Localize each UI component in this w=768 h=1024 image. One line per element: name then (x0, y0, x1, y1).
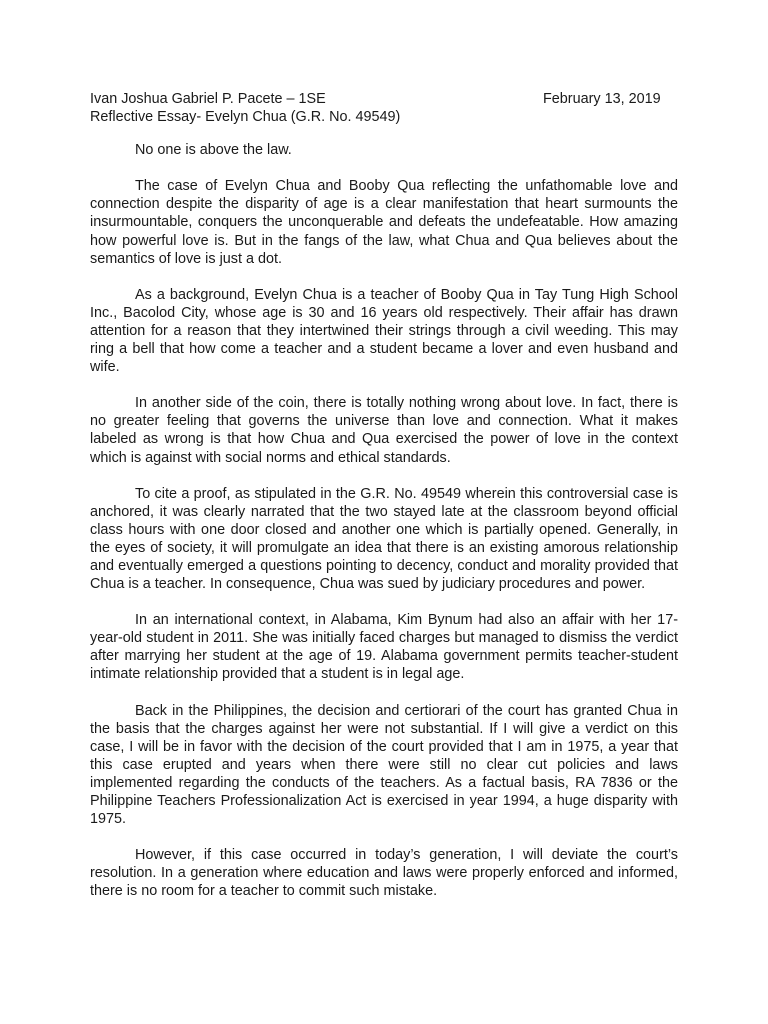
paragraph-philippines: Back in the Philippines, the decision and certiorari of the court has granted Chua in the basis that the charges against her were not substantial. If I will give a verdict on this case, I will be in favor with the decision of the court provided that I am in 1975, a year that this case erupted and years when there were still no clear cut policies and laws implemented regarding the conducts of the teachers. As a factual basis, RA 7836 or the Philippine Teachers Professionalization Act is exercised in year 1994, a huge disparity with 1975. (90, 702, 678, 828)
paragraph-love: In another side of the coin, there is totally nothing wrong about love. In fact, there is no greater feeling that governs the universe than love and connection. What it makes labeled as wrong is that how Chua and Qua exercised the power of love in the context which is against with social norms and ethical standards. (90, 395, 678, 466)
paragraph-conclusion: However, if this case occurred in today’s generation, I will deviate the court’s resolution. In a generation where education and laws were properly enforced and informed, there is no room for a teacher to commit such mistake. (90, 847, 678, 900)
paragraph-intro: The case of Evelyn Chua and Booby Qua reflecting the unfathomable love and connection despite the disparity of age is a clear manifestation that heart surmounts the insurmountable, conquers the unconquerable and defeats the undefeatable. How amazing how powerful love is. But in the fangs of the law, what Chua and Qua believes about the semantics of love is just a dot. (90, 178, 678, 267)
author-line: Ivan Joshua Gabriel P. Pacete – 1SE (90, 91, 326, 107)
paragraph-background: As a background, Evelyn Chua is a teacher of Booby Qua in Tay Tung High School Inc., Bacolod City, whose age is 30 and 16 years old respectively. Their affair has drawn attention for a reason that they intertwined their strings through a civil weeding. This may ring a bell that how come a teacher and a student became a lover and even husband and wife. (90, 286, 678, 376)
paragraph-proof: To cite a proof, as stipulated in the G.R. No. 49549 wherein this controversial case is anchored, it was clearly narrated that the two stayed late at the classroom beyond official class hours with one door closed and another one which is partially opened. Generally, in the eyes of society, it will promulgate an idea that there is an existing amorous relationship and eventually emerged a questions pointing to decency, conduct and morality provided that Chua is a teacher. In consequence, Chua was sued by judiciary procedures and power. (90, 485, 678, 593)
essay-page (90, 90, 678, 900)
essay-subtitle: Reflective Essay- Evelyn Chua (G.R. No. 49549) (90, 109, 401, 126)
date: February 13, 2019 (543, 91, 661, 107)
opening-line: No one is above the law. (135, 142, 292, 159)
header-line (90, 90, 678, 108)
paragraph-international: In an international context, in Alabama, Kim Bynum had also an affair with her 17-year-old student in 2011. She was initially faced charges but managed to dismiss the verdict after marrying her student at the age of 19. Alabama government permits teacher-student intimate relationship provided that a student is in legal age. (90, 612, 678, 683)
